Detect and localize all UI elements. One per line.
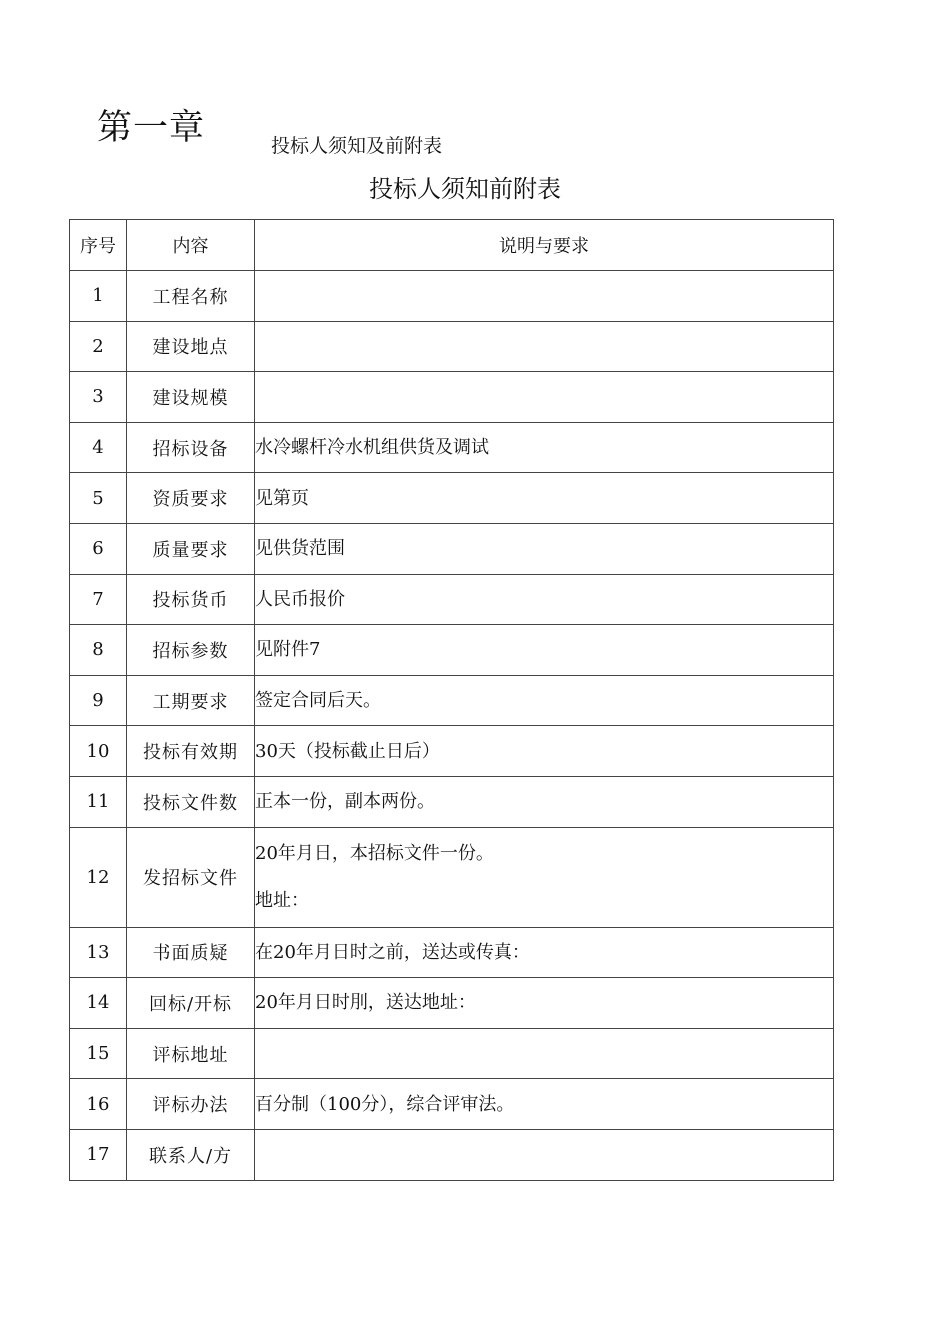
chapter-subtitle: 投标人须知及前附表 (271, 135, 443, 157)
bidding-appendix-table (69, 219, 834, 1181)
row-item: 发招标文件 (127, 827, 255, 927)
table-row (70, 523, 834, 574)
row-description (255, 1079, 834, 1130)
description-text: 30天（投标截止日后） (255, 740, 440, 762)
row-number: 7 (70, 574, 127, 625)
row-number: 9 (70, 675, 127, 726)
row-number: 2 (70, 321, 127, 372)
row-description (255, 422, 834, 473)
row-number: 3 (70, 372, 127, 423)
row-number: 10 (70, 726, 127, 777)
row-item: 建设地点 (127, 321, 255, 372)
description-text: 见供货范围 (255, 538, 345, 560)
table-row (70, 827, 834, 927)
row-item: 联系人/方 (127, 1129, 255, 1180)
row-description (255, 372, 834, 423)
row-item: 工程名称 (127, 271, 255, 322)
row-description (255, 675, 834, 726)
row-item: 招标参数 (127, 625, 255, 676)
description-text: 正本一份，副本两份。 (255, 791, 435, 813)
row-item: 资质要求 (127, 473, 255, 524)
row-description (255, 473, 834, 524)
table-row (70, 776, 834, 827)
row-description (255, 271, 834, 322)
row-item: 评标地址 (127, 1028, 255, 1079)
row-item: 质量要求 (127, 523, 255, 574)
table-row (70, 473, 834, 524)
row-item: 书面质疑 (127, 927, 255, 978)
description-text: 见附件7 (255, 639, 321, 661)
description-text: 签定合同后天。 (255, 690, 381, 712)
table-row (70, 625, 834, 676)
description-text: 在20年月日时之前，送达或传真： (255, 941, 530, 963)
header-number: 序号 (70, 220, 127, 271)
description-text: 见第页 (255, 487, 309, 509)
description-address-text: 地址： (255, 890, 309, 912)
row-description (255, 321, 834, 372)
description-text: 百分制（100分），综合评审法。 (255, 1093, 515, 1115)
row-item: 投标有效期 (127, 726, 255, 777)
table-header-row (70, 220, 834, 271)
row-item: 回标/开标 (127, 978, 255, 1029)
header-content: 内容 (127, 220, 255, 271)
row-number: 5 (70, 473, 127, 524)
row-description (255, 574, 834, 625)
row-number: 13 (70, 927, 127, 978)
row-number: 16 (70, 1079, 127, 1130)
table-row (70, 1028, 834, 1079)
table-row (70, 574, 834, 625)
row-item: 投标货币 (127, 574, 255, 625)
row-description (255, 776, 834, 827)
row-number: 17 (70, 1129, 127, 1180)
table-row (70, 978, 834, 1029)
table-row (70, 1079, 834, 1130)
row-item: 招标设备 (127, 422, 255, 473)
row-number: 14 (70, 978, 127, 1029)
table-row (70, 726, 834, 777)
row-number: 4 (70, 422, 127, 473)
description-text: 人民币报价 (255, 588, 345, 610)
row-number: 1 (70, 271, 127, 322)
row-description (255, 1028, 834, 1079)
description-text: 20年月日，本招标文件一份。 (255, 843, 494, 865)
table-row (70, 271, 834, 322)
chapter-heading: 第一章 (97, 108, 206, 148)
table-row (70, 675, 834, 726)
table-row (70, 372, 834, 423)
row-number: 11 (70, 776, 127, 827)
row-description (255, 978, 834, 1029)
row-number: 8 (70, 625, 127, 676)
row-number: 15 (70, 1028, 127, 1079)
row-description (255, 523, 834, 574)
row-description (255, 1129, 834, 1180)
row-description (255, 827, 834, 927)
table-row (70, 321, 834, 372)
table-row (70, 422, 834, 473)
row-number: 12 (70, 827, 127, 927)
description-text: 20年月日时刖，送达地址： (255, 992, 476, 1014)
row-item: 评标办法 (127, 1079, 255, 1130)
row-description (255, 625, 834, 676)
header-requirements: 说明与要求 (255, 220, 834, 271)
table-row (70, 1129, 834, 1180)
table-title: 投标人须知前附表 (369, 175, 561, 203)
row-item: 投标文件数 (127, 776, 255, 827)
row-description (255, 927, 834, 978)
row-number: 6 (70, 523, 127, 574)
row-item: 建设规模 (127, 372, 255, 423)
description-text: 水冷螺杆冷水机组供货及调试 (255, 437, 489, 459)
row-item: 工期要求 (127, 675, 255, 726)
table-row (70, 927, 834, 978)
row-description (255, 726, 834, 777)
